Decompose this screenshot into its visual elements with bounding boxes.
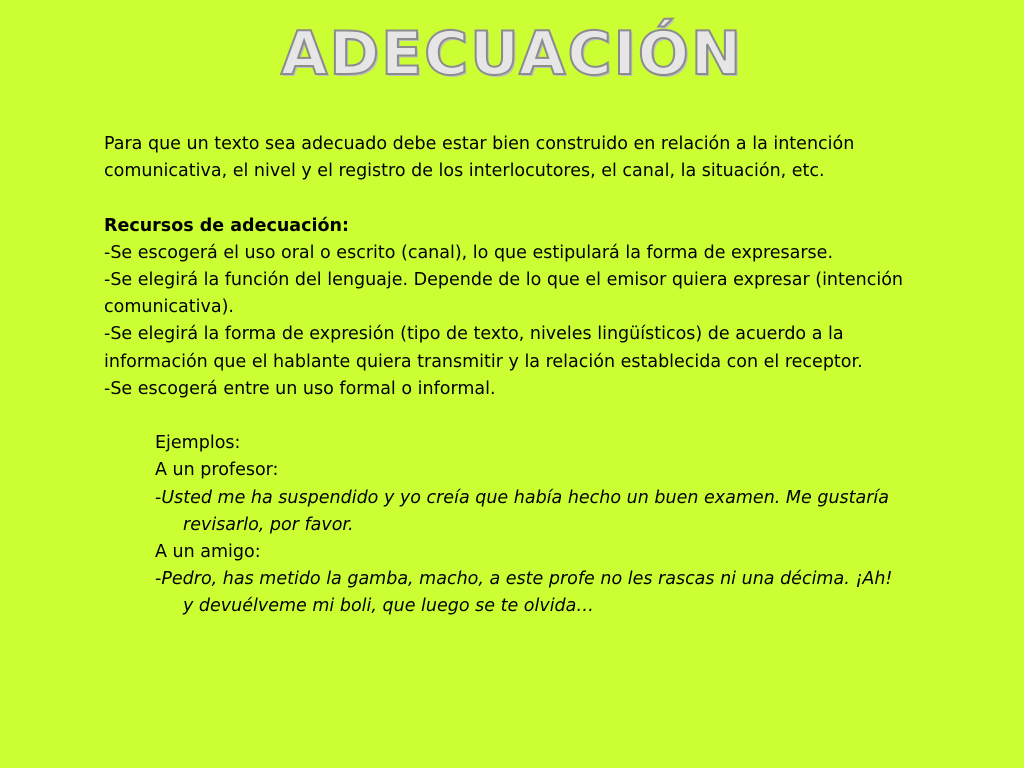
examples-block: [155, 430, 895, 620]
example-friend-text: Pedro, has metido la gamba, macho, a este profe no les rascas ni una décima. ¡Ah! y devuélveme mi boli, que luego se te olvida…: [161, 569, 893, 617]
intro-paragraph: Para que un texto sea adecuado debe estar bien construido en relación a la intención comunicativa, el nivel y el registro de los interlocutores, el canal, la situación, etc.: [104, 134, 855, 182]
resource-item: -Se elegirá la forma de expresión (tipo de texto, niveles lingüísticos) de acuerdo a la información que el hablante quiera transmitir y la relación establecida con el receptor.: [104, 324, 863, 372]
example-friend-label: A un amigo:: [155, 542, 261, 563]
spacer: [104, 185, 904, 212]
example-dash: -: [155, 487, 162, 508]
resources-heading: Recursos de adecuación:: [104, 215, 349, 236]
resource-item: -Se elegirá la función del lenguaje. Depende de lo que el emisor quiera expresar (intención comunicativa).: [104, 270, 904, 318]
spacer: [104, 403, 904, 430]
example-friend-line: [155, 566, 895, 620]
examples-heading: Ejemplos:: [155, 433, 241, 454]
example-teacher-line: [155, 485, 895, 539]
slide-title: ADECUACIÓN: [280, 19, 744, 89]
resource-item: -Se escogerá entre un uso formal o informal.: [104, 378, 496, 399]
resource-item: -Se escogerá el uso oral o escrito (canal), lo que estipulará la forma de expresarse.: [104, 242, 834, 263]
example-dash: -: [155, 569, 162, 590]
example-teacher-label: A un profesor:: [155, 460, 279, 481]
example-teacher-text: Usted me ha suspendido y yo creía que había hecho un buen examen. Me gustaría revisarlo, por favor.: [161, 487, 890, 535]
slide-body: [104, 131, 904, 621]
